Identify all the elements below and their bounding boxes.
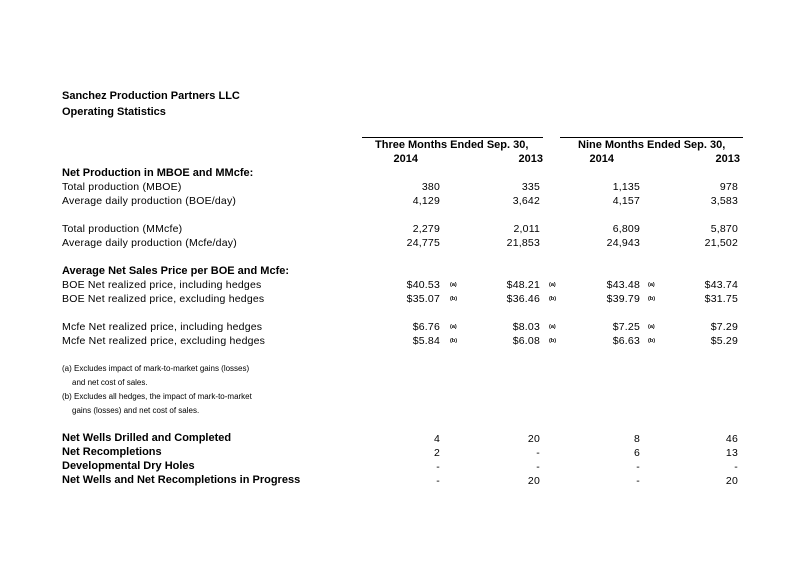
row-value: 380 bbox=[421, 181, 440, 193]
row-value: $5.29 bbox=[710, 335, 738, 347]
row-value: 4,157 bbox=[612, 195, 640, 207]
row-value: $48.21 bbox=[506, 279, 540, 291]
wells-value: - bbox=[636, 461, 640, 473]
row-value: $8.03 bbox=[512, 321, 540, 333]
footnote-marker: (b) bbox=[450, 338, 458, 344]
wells-value: 20 bbox=[725, 475, 738, 487]
wells-label: Developmental Dry Holes bbox=[62, 460, 195, 472]
footnote-marker: (a) bbox=[648, 324, 655, 330]
year-header: 2014 bbox=[589, 153, 614, 165]
three-months-rule bbox=[362, 137, 543, 138]
wells-value: 46 bbox=[725, 433, 738, 445]
company-name: Sanchez Production Partners LLC bbox=[62, 90, 240, 102]
row-label: BOE Net realized price, excluding hedges bbox=[62, 293, 265, 305]
wells-value: - bbox=[436, 475, 440, 487]
row-value: 21,853 bbox=[506, 237, 540, 249]
row-value: $5.84 bbox=[412, 335, 440, 347]
wells-value: - bbox=[734, 461, 738, 473]
row-label: Average daily production (Mcfe/day) bbox=[62, 237, 237, 249]
wells-value: 2 bbox=[433, 447, 440, 459]
footnote-marker: (a) bbox=[450, 324, 457, 330]
row-value: 978 bbox=[719, 181, 738, 193]
wells-value: - bbox=[636, 475, 640, 487]
row-value: 2,279 bbox=[412, 223, 440, 235]
row-value: $39.79 bbox=[606, 293, 640, 305]
row-value: $43.74 bbox=[704, 279, 738, 291]
row-label: Total production (MMcfe) bbox=[62, 223, 183, 235]
row-value: $31.75 bbox=[704, 293, 738, 305]
footnote-b: (b) Excludes all hedges, the impact of mark-to-market bbox=[62, 392, 252, 401]
year-header: 2014 bbox=[393, 153, 418, 165]
wells-label: Net Wells Drilled and Completed bbox=[62, 432, 232, 444]
row-value: $6.76 bbox=[412, 321, 440, 333]
row-value: $36.46 bbox=[506, 293, 540, 305]
row-value: 3,583 bbox=[710, 195, 738, 207]
row-label: Average daily production (BOE/day) bbox=[62, 195, 237, 207]
row-value: $43.48 bbox=[606, 279, 640, 291]
row-value: 24,775 bbox=[406, 237, 440, 249]
footnote-marker: (a) bbox=[549, 282, 556, 288]
row-value: $40.53 bbox=[406, 279, 440, 291]
footnote-marker: (b) bbox=[648, 296, 656, 302]
footnote-marker: (a) bbox=[450, 282, 457, 288]
footnote-marker: (b) bbox=[648, 338, 656, 344]
footnote-a: (a) Excludes impact of mark-to-market gains (losses) bbox=[62, 364, 250, 373]
year-header: 2013 bbox=[715, 153, 740, 165]
row-value: 5,870 bbox=[710, 223, 738, 235]
row-label: Mcfe Net realized price, including hedges bbox=[62, 321, 263, 333]
wells-value: 8 bbox=[633, 433, 640, 445]
row-label: Total production (MBOE) bbox=[62, 181, 182, 193]
wells-value: - bbox=[536, 447, 540, 459]
wells-value: - bbox=[536, 461, 540, 473]
footnote-marker: (b) bbox=[549, 338, 557, 344]
section-avg-price: Average Net Sales Price per BOE and Mcfe: bbox=[62, 265, 290, 277]
wells-value: - bbox=[436, 461, 440, 473]
row-value: $6.08 bbox=[512, 335, 540, 347]
row-label: BOE Net realized price, including hedges bbox=[62, 279, 262, 291]
wells-value: 20 bbox=[527, 475, 540, 487]
footnote-a-cont: and net cost of sales. bbox=[72, 378, 148, 387]
row-value: 3,642 bbox=[512, 195, 540, 207]
wells-value: 6 bbox=[633, 447, 640, 459]
wells-value: 13 bbox=[725, 447, 738, 459]
wells-value: 20 bbox=[527, 433, 540, 445]
row-value: $7.25 bbox=[612, 321, 640, 333]
row-value: 6,809 bbox=[612, 223, 640, 235]
row-value: $7.29 bbox=[710, 321, 738, 333]
wells-label: Net Wells and Net Recompletions in Progress bbox=[62, 474, 301, 486]
row-label: Mcfe Net realized price, excluding hedges bbox=[62, 335, 266, 347]
section-net-production: Net Production in MBOE and MMcfe: bbox=[62, 167, 254, 179]
three-months-header: Three Months Ended Sep. 30, bbox=[375, 139, 529, 151]
nine-months-rule bbox=[560, 137, 743, 138]
footnote-marker: (b) bbox=[549, 296, 557, 302]
row-value: 24,943 bbox=[606, 237, 640, 249]
wells-value: 4 bbox=[433, 433, 440, 445]
footnote-marker: (a) bbox=[549, 324, 556, 330]
row-value: 1,135 bbox=[612, 181, 640, 193]
row-value: 335 bbox=[521, 181, 540, 193]
footnote-b-cont: gains (losses) and net cost of sales. bbox=[72, 406, 200, 415]
row-value: 4,129 bbox=[412, 195, 440, 207]
year-header: 2013 bbox=[518, 153, 543, 165]
row-value: 2,011 bbox=[513, 223, 540, 235]
nine-months-header: Nine Months Ended Sep. 30, bbox=[578, 139, 726, 151]
footnote-marker: (a) bbox=[648, 282, 655, 288]
row-value: $6.63 bbox=[612, 335, 640, 347]
wells-label: Net Recompletions bbox=[62, 446, 162, 458]
report-subtitle: Operating Statistics bbox=[62, 106, 166, 118]
footnote-marker: (b) bbox=[450, 296, 458, 302]
row-value: 21,502 bbox=[704, 237, 738, 249]
row-value: $35.07 bbox=[406, 293, 440, 305]
